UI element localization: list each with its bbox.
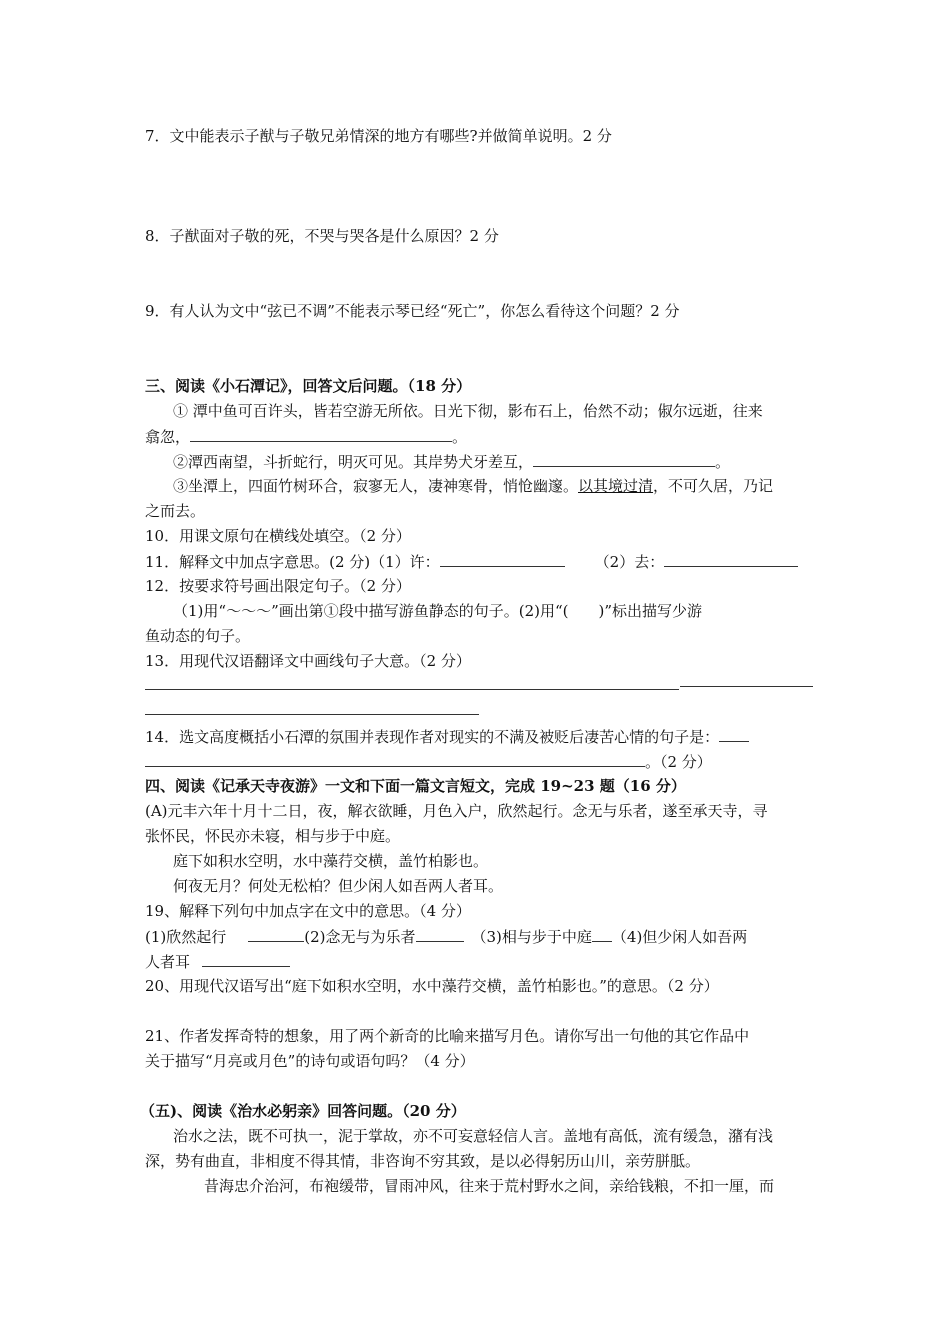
question-11 (145, 551, 798, 572)
q12-instruction-cont: 鱼动态的句子。 (145, 627, 251, 645)
s3-p1-end: 。 (452, 428, 468, 446)
q14-text: 14．选文高度概括小石潭的氛围并表现作者对现实的不满及被贬后凄苦心情的句子是： (145, 728, 720, 746)
s5-paragraph-2: 昔海忠介治河，布袍缓带，冒雨冲风，往来于荒村野水之间，亲给钱粮，不扣一厘，而 (204, 1177, 775, 1195)
s3-p3-text-2: ，不可久居，乃记 (653, 477, 774, 495)
question-21-cont: 关于描写“月亮或月色”的诗句或语句吗？（4 分） (145, 1052, 475, 1070)
q11-part-1: 11．解释文中加点字意思。(2 分)（1）许： (145, 553, 440, 571)
s3-paragraph-2 (173, 451, 730, 472)
answer-blank[interactable] (664, 551, 798, 567)
section-3-heading: 三、阅读《小石潭记》，回答文后问题。（18 分） (145, 377, 472, 395)
answer-blank[interactable] (416, 926, 464, 942)
answer-blank[interactable] (190, 426, 452, 442)
q19-item-2: (2)念无与为乐者 (304, 928, 416, 946)
s4-passage-a-line-1: (A)元丰六年十月十二日，夜，解衣欲睡，月色入户，欣然起行。念无与乐者，遂至承天寺，寻 (145, 802, 768, 820)
s3-paragraph-1-cont (145, 426, 467, 447)
question-13: 13．用现代汉语翻译文中画线句子大意。（2 分） (145, 652, 471, 670)
s3-p2-end: 。 (715, 453, 731, 471)
question-12: 12．按要求符号画出限定句子。（2 分） (145, 577, 411, 595)
question-14 (145, 726, 749, 747)
s4-passage-a-line-4: 何夜无月？何处无松柏？但少闲人如吾两人者耳。 (173, 877, 504, 895)
s3-p3-text: ③坐潭上，四面竹树环合，寂寥无人，凄神寒骨，悄怆幽邃。 (173, 477, 579, 495)
s3-p2-text: ②潭西南望，斗折蛇行，明灭可见。其岸势犬牙差互， (173, 453, 534, 471)
section-4-heading: 四、阅读《记承天寺夜游》一文和下面一篇文言短文，完成 19~23 题（16 分） (145, 777, 686, 795)
question-7: 7．文中能表示子猷与子敬兄弟情深的地方有哪些?并做简单说明。2 分 (145, 127, 612, 145)
question-14-cont (145, 751, 712, 772)
answer-line[interactable] (680, 686, 813, 687)
answer-blank[interactable] (719, 726, 749, 742)
q11-part-2: （2）去： (594, 553, 665, 571)
s5-paragraph-1-cont: 深，势有曲直，非相度不得其情，非咨询不穷其致，是以必得躬历山川，亲劳胼胝。 (145, 1152, 701, 1170)
question-19-items-cont (145, 951, 290, 972)
question-19: 19、解释下列句中加点字在文中的意思。（4 分） (145, 902, 471, 920)
q19-item-4: （4)但少闲人如吾两 (611, 928, 748, 946)
q19-item-3: （3)相与步于中庭 (471, 928, 592, 946)
question-9: 9．有人认为文中“弦已不调”不能表示琴已经“死亡”，你怎么看待这个问题？2 分 (145, 302, 680, 320)
answer-blank[interactable] (248, 926, 304, 942)
answer-blank[interactable] (533, 451, 715, 467)
answer-blank[interactable] (202, 951, 290, 967)
q12-instruction: （1)用“～～～”画出第①段中描写游鱼静态的句子。(2)用“( )”标出描写少游 (173, 602, 703, 620)
answer-blank[interactable] (592, 926, 612, 942)
answer-blank[interactable] (440, 551, 565, 567)
s5-paragraph-1: 治水之法，既不可执一，泥于掌故，亦不可妄意轻信人言。盖地有高低，流有缓急，潴有浅 (173, 1127, 774, 1145)
section-5-heading: （五)、阅读《治水必躬亲》回答问题。（20 分） (140, 1102, 466, 1120)
answer-line[interactable] (145, 689, 679, 690)
q19-item-4-cont: 人者耳 (145, 953, 191, 971)
s3-paragraph-1: ① 潭中鱼可百许头，皆若空游无所依。日光下彻，影布石上，佁然不动；俶尔远逝，往来 (173, 402, 763, 420)
s3-p3-underlined: 以其境过清 (578, 477, 654, 495)
question-19-items (145, 926, 747, 947)
question-10: 10．用课文原句在横线处填空。（2 分） (145, 527, 411, 545)
q14-score: 。（2 分） (645, 753, 712, 771)
question-21: 21、作者发挥奇特的想象，用了两个新奇的比喻来描写月色。请你写出一句他的其它作品中 (145, 1027, 750, 1045)
answer-line[interactable] (145, 714, 479, 715)
s3-paragraph-3-cont: 之而去。 (145, 502, 206, 520)
s3-p1-text: 翕忽， (145, 428, 191, 446)
question-8: 8．子猷面对子敬的死，不哭与哭各是什么原因？2 分 (145, 227, 499, 245)
s4-passage-a-line-2: 张怀民，怀民亦未寝，相与步于中庭。 (145, 827, 401, 845)
question-20: 20、用现代汉语写出“庭下如积水空明，水中藻荇交横，盖竹柏影也。”的意思。（2 分） (145, 977, 719, 995)
s3-paragraph-3 (173, 476, 773, 496)
s4-passage-a-line-3: 庭下如积水空明，水中藻荇交横，盖竹柏影也。 (173, 852, 489, 870)
q19-item-1: (1)欣然起行 (145, 928, 227, 946)
answer-blank[interactable] (145, 751, 645, 767)
